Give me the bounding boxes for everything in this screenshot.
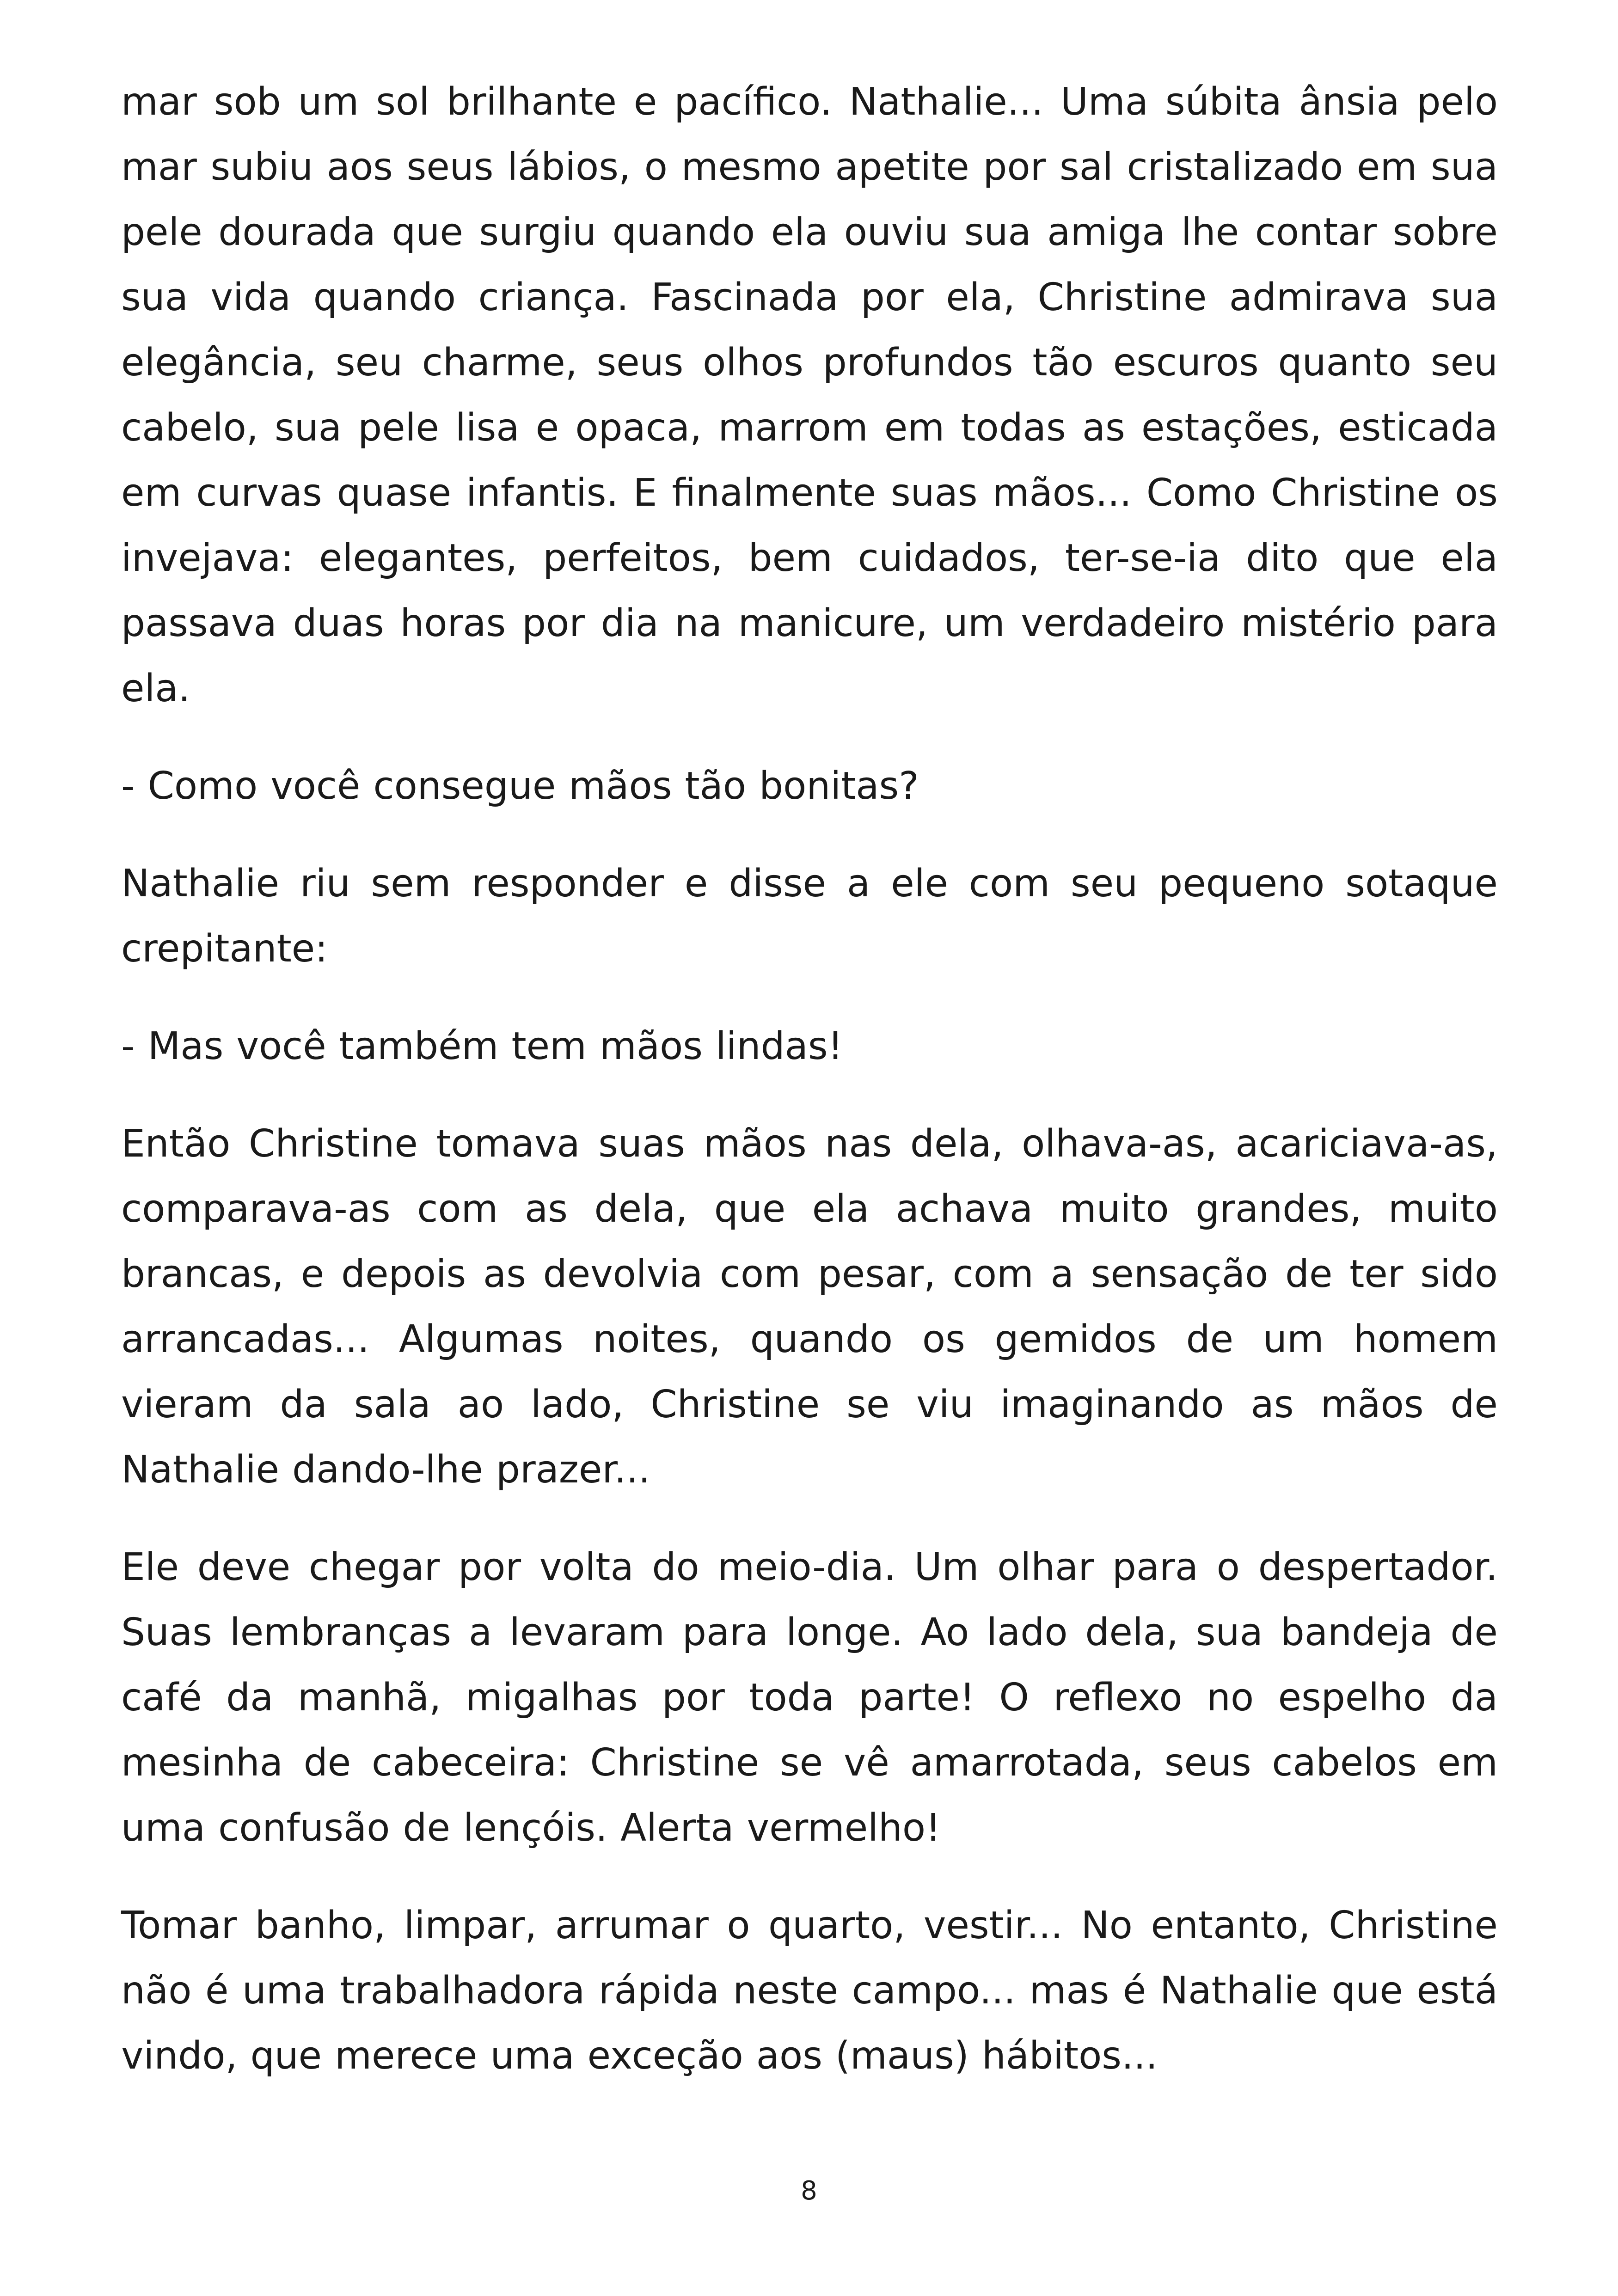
page-number: 8 xyxy=(801,2176,817,2206)
page-body xyxy=(121,69,1498,2121)
paragraph-4: Ele deve chegar por volta do meio-dia. Um olhar para o despertador. Suas lembranças a levaram para longe. Ao lado dela, sua bandeja de café da manhã, migalhas por toda parte! O reflexo no espelho da mesinha de cabeceira: Christine se vê amarrotada, seus cabelos em uma confusão de lençóis. Alerta vermelho! xyxy=(121,1545,1498,1850)
paragraph-2: Nathalie riu sem responder e disse a ele com seu pequeno sotaque crepitante: xyxy=(121,862,1498,971)
paragraph-1: mar sob um sol brilhante e pacífico. Nathalie... Uma súbita ânsia pelo mar subiu aos seus lábios, o mesmo apetite por sal cristalizado em sua pele dourada que surgiu quando ela ouviu sua amiga lhe contar sobre sua vida quando criança. Fascinada por ela, Christine admirava sua elegância, seu charme, seus olhos profundos tão escuros quanto seu cabelo, sua pele lisa e opaca, marrom em todas as estações, esticada em curvas quase infantis. E finalmente suas mãos... Como Christine os invejava: elegantes, perfeitos, bem cuidados, ter-se-ia dito que ela passava duas horas por dia na manicure, um verdadeiro mistério para ela. xyxy=(121,80,1498,710)
paragraph-3: Então Christine tomava suas mãos nas dela, olhava-as, acariciava-as, comparava-as com as dela, que ela achava muito grandes, muito brancas, e depois as devolvia com pesar, com a sensação de ter sido arrancadas... Algumas noites, quando os gemidos de um homem vieram da sala ao lado, Christine se viu imaginando as mãos de Nathalie dando-lhe prazer... xyxy=(121,1122,1498,1492)
paragraph-5: Tomar banho, limpar, arrumar o quarto, vestir... No entanto, Christine não é uma trabalhadora rápida neste campo... mas é Nathalie que está vindo, que merece uma exceção aos (maus) hábitos... xyxy=(121,1904,1498,2078)
dialogue-line-1: - Como você consegue mãos tão bonitas? xyxy=(121,764,919,808)
dialogue-line-2: - Mas você também tem mãos lindas! xyxy=(121,1024,843,1068)
